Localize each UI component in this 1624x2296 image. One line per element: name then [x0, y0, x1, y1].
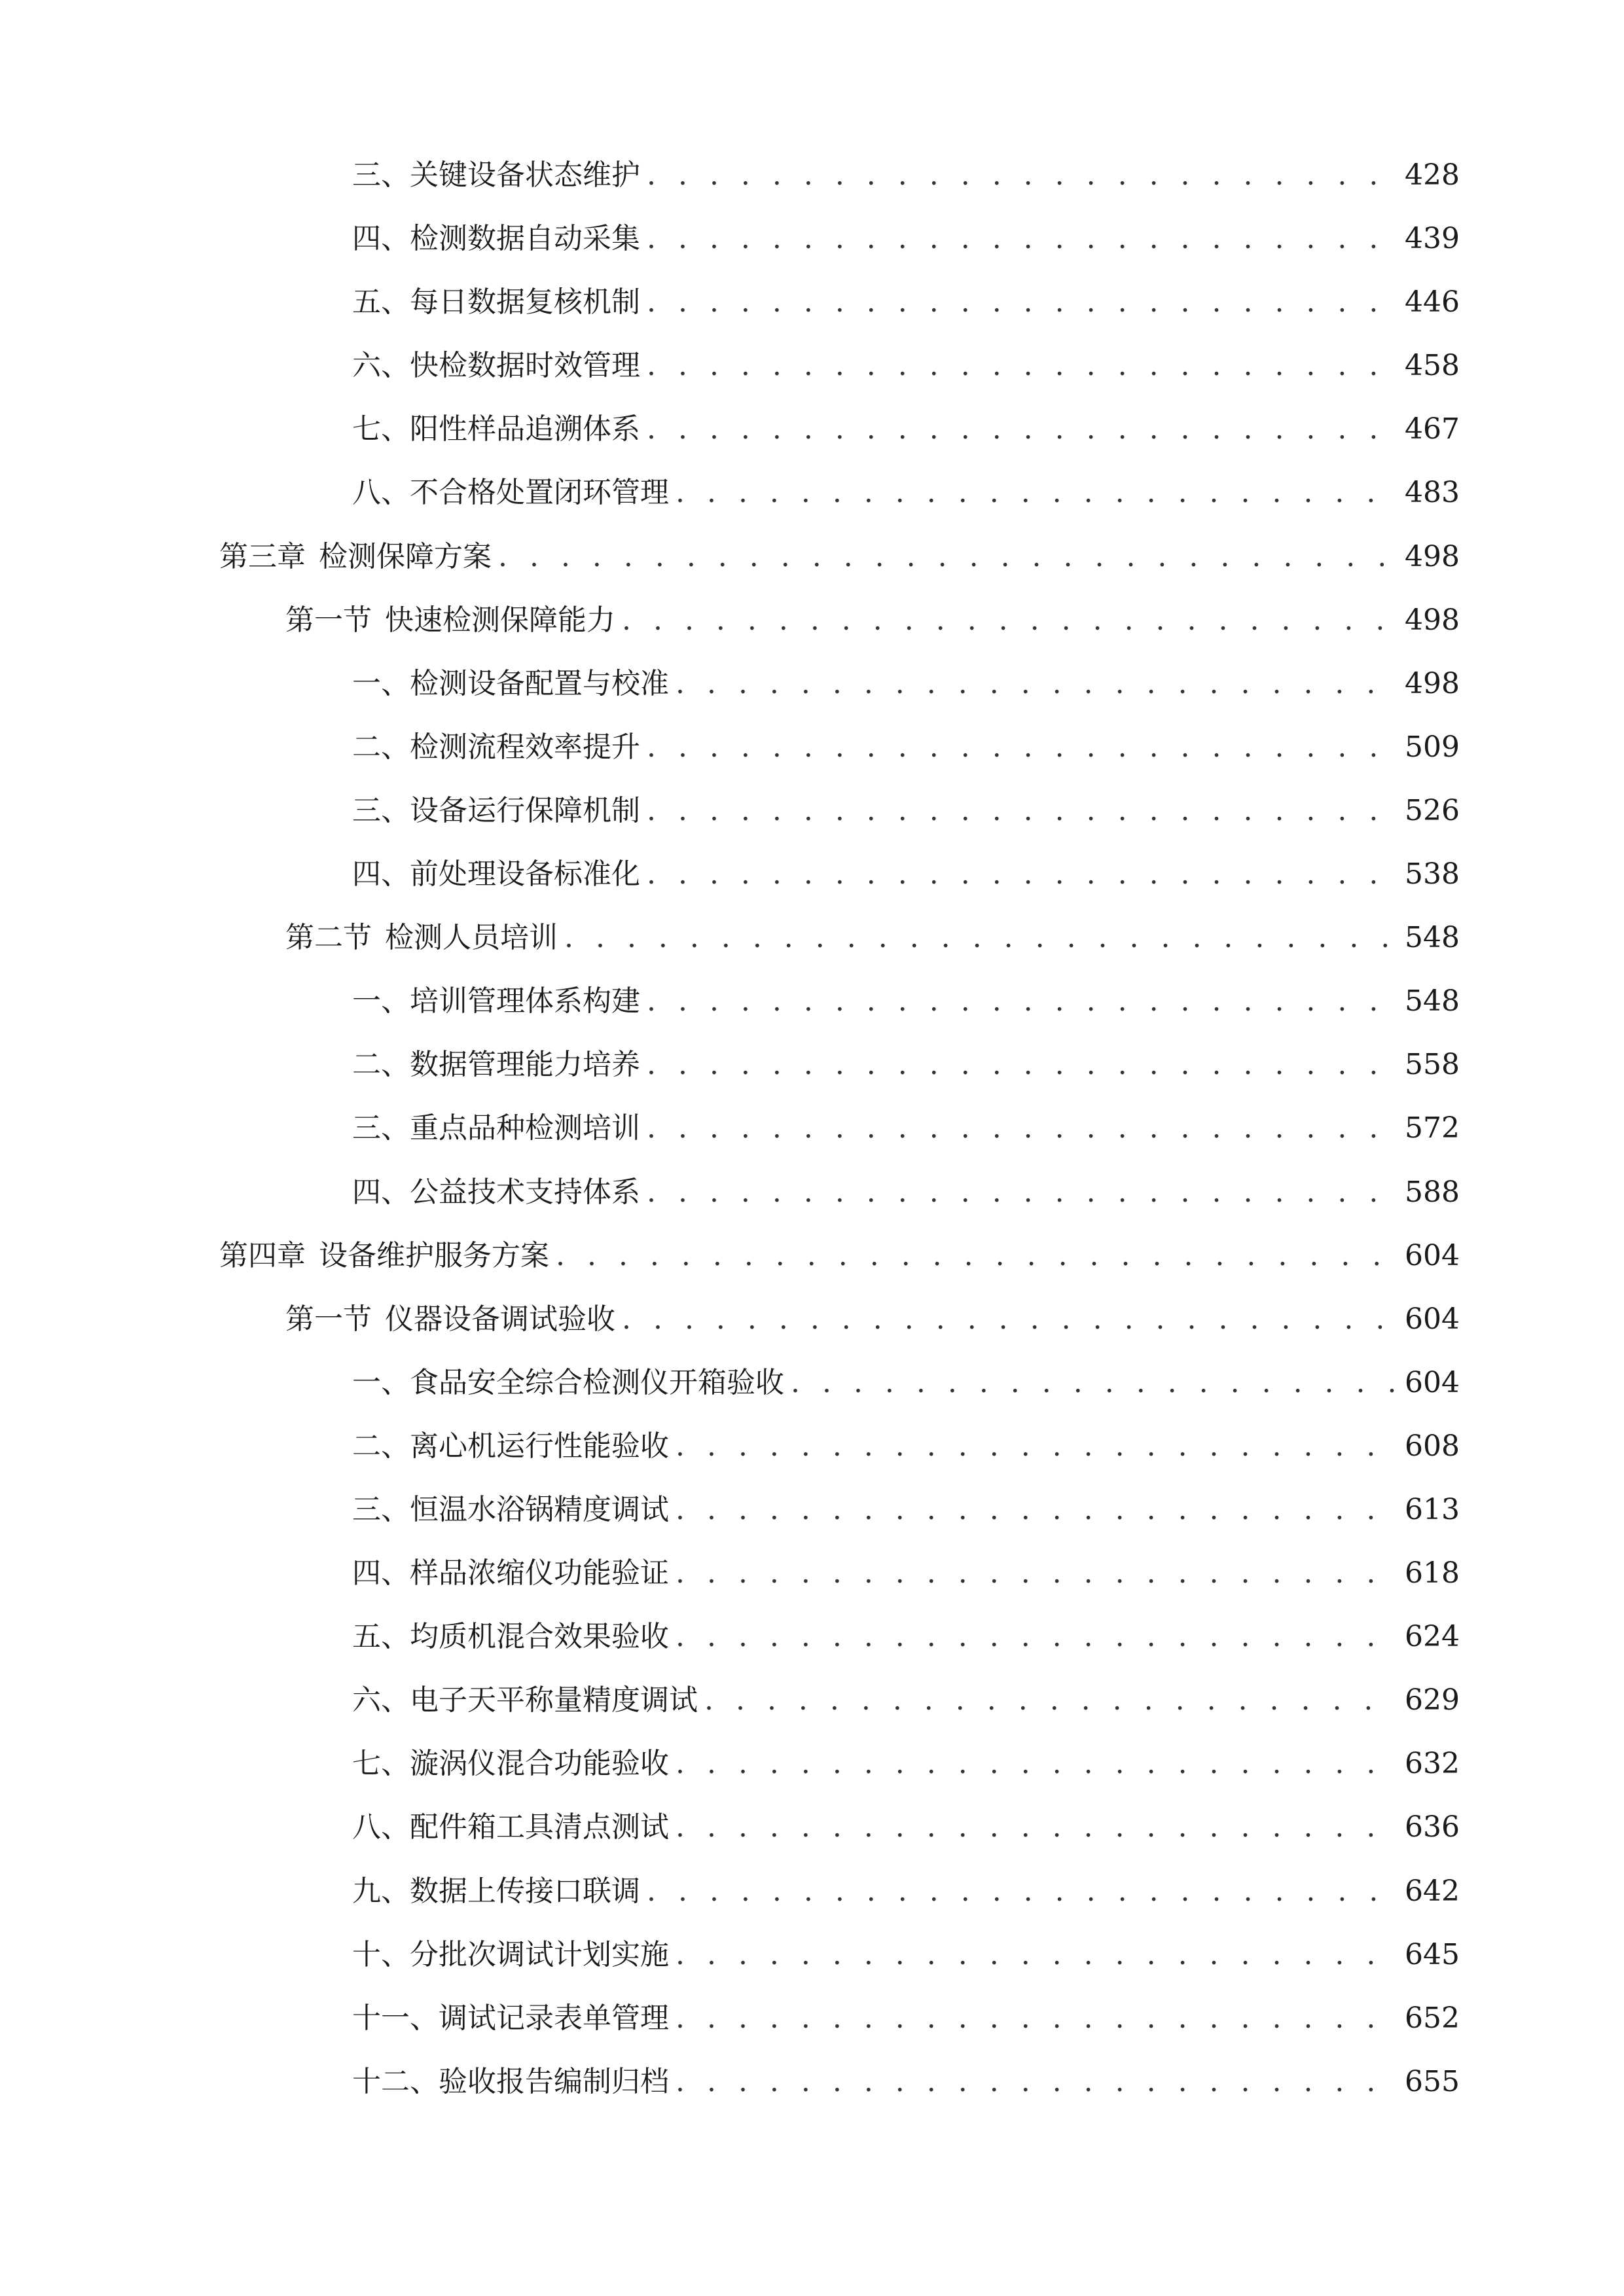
toc-entry-title: 检测数据自动采集 [410, 222, 640, 256]
toc-page-number: 548 [1405, 921, 1460, 955]
toc-dot-leader [791, 1351, 1394, 1414]
toc-entry-line [352, 779, 1460, 842]
toc-entry-chapter[interactable] [0, 525, 1624, 588]
toc-entry-title: 仪器设备调试验收 [385, 1302, 615, 1336]
toc-entry-line [352, 842, 1460, 906]
toc-entry-line [352, 1096, 1460, 1160]
toc-entry-line [352, 270, 1460, 334]
toc-entry-title: 设备维护服务方案 [319, 1238, 549, 1272]
toc-entry-number: 七、 [352, 412, 410, 446]
toc-entry-title: 阳性样品追溯体系 [410, 412, 640, 446]
toc-entry-number: 二、 [352, 1429, 410, 1463]
toc-dot-leader [647, 207, 1394, 270]
toc-dot-leader [647, 1859, 1394, 1923]
toc-dot-leader [676, 1986, 1394, 2050]
toc-entry-section[interactable] [0, 588, 1624, 652]
toc-entry-line [352, 1033, 1460, 1096]
toc-entry-title: 验收报告编制归档 [439, 2064, 669, 2098]
toc-page-number: 604 [1405, 1302, 1460, 1336]
toc-page-number: 629 [1405, 1683, 1460, 1717]
toc-entry-item[interactable] [0, 1541, 1624, 1605]
toc-entry-item[interactable] [0, 1033, 1624, 1096]
toc-entry-title: 配件箱工具清点测试 [410, 1810, 669, 1844]
toc-page-number: 498 [1405, 539, 1460, 573]
toc-entry-number: 三、 [352, 1492, 410, 1526]
toc-entry-item[interactable] [0, 1414, 1624, 1478]
toc-entry-title: 检测设备配置与校准 [410, 666, 669, 700]
toc-entry-line [285, 906, 1460, 969]
toc-dot-leader [676, 1795, 1394, 1859]
toc-entry-line [352, 1923, 1460, 1986]
toc-entry-line [352, 1795, 1460, 1859]
toc-entry-number: 五、 [352, 285, 410, 319]
toc-entry-item[interactable] [0, 652, 1624, 715]
toc-entry-line [352, 207, 1460, 270]
toc-entry-item[interactable] [0, 779, 1624, 842]
toc-entry-title: 设备运行保障机制 [410, 793, 640, 827]
toc-dot-leader [647, 143, 1394, 207]
toc-page-number: 498 [1405, 666, 1460, 700]
toc-entry-line [352, 461, 1460, 524]
toc-dot-leader [647, 779, 1394, 842]
toc-entry-title: 恒温水浴锅精度调试 [410, 1492, 669, 1526]
toc-entry-title: 样品浓缩仪功能验证 [410, 1556, 669, 1590]
toc-entry-title: 重点品种检测培训 [410, 1111, 640, 1145]
toc-page-number: 642 [1405, 1874, 1460, 1908]
toc-page-number: 636 [1405, 1810, 1460, 1844]
toc-dot-leader [647, 270, 1394, 334]
toc-page-number: 608 [1405, 1429, 1460, 1463]
toc-entry-title: 食品安全综合检测仪开箱验收 [410, 1365, 784, 1399]
toc-entry-title: 分批次调试计划实施 [410, 1937, 669, 1971]
toc-page-number: 604 [1405, 1238, 1460, 1272]
toc-entry-number: 八、 [352, 1810, 410, 1844]
toc-entry-number: 一、 [352, 666, 410, 700]
toc-entry-number: 三、 [352, 158, 410, 192]
toc-dot-leader [676, 1478, 1394, 1541]
toc-entry-title: 公益技术支持体系 [410, 1175, 640, 1209]
toc-entry-line [352, 652, 1460, 715]
toc-entry-title: 均质机混合效果验收 [410, 1620, 669, 1654]
toc-dot-leader [647, 1096, 1394, 1160]
toc-page-number: 655 [1405, 2064, 1460, 2098]
toc-entry-item[interactable] [0, 715, 1624, 779]
toc-page-number: 548 [1405, 984, 1460, 1018]
toc-page-number: 483 [1405, 476, 1460, 510]
toc-entry-chapter[interactable] [0, 1224, 1624, 1287]
toc-entry-number: 第四章 [219, 1238, 306, 1272]
toc-page-number: 572 [1405, 1111, 1460, 1145]
toc-entry-item[interactable] [0, 207, 1624, 270]
toc-entry-title: 不合格处置闭环管理 [410, 476, 669, 510]
toc-dot-leader [676, 1541, 1394, 1605]
toc-entry-title: 检测保障方案 [319, 539, 492, 573]
toc-page-number: 458 [1405, 349, 1460, 383]
toc-entry-line [219, 1224, 1460, 1287]
toc-entry-item[interactable] [0, 1668, 1624, 1732]
toc-entry-line [285, 1287, 1460, 1351]
toc-entry-item[interactable] [0, 1351, 1624, 1414]
toc-page-number: 652 [1405, 2001, 1460, 2035]
toc-dot-leader [647, 715, 1394, 779]
toc-entry-line [352, 334, 1460, 397]
toc-entry-item[interactable] [0, 842, 1624, 906]
toc-dot-leader [647, 397, 1394, 461]
toc-entry-number: 六、 [352, 1683, 410, 1717]
toc-entry-title: 快速检测保障能力 [385, 603, 615, 637]
toc-entry-line [352, 1478, 1460, 1541]
toc-entry-line [352, 1859, 1460, 1923]
toc-entry-number: 第一节 [285, 1302, 372, 1336]
toc-entry-line [352, 969, 1460, 1033]
toc-dot-leader [647, 1033, 1394, 1096]
toc-page-number: 604 [1405, 1365, 1460, 1399]
toc-dot-leader [676, 652, 1394, 715]
toc-page-number: 618 [1405, 1556, 1460, 1590]
toc-page-number: 428 [1405, 158, 1460, 192]
toc-entry-number: 七、 [352, 1747, 410, 1781]
toc-dot-leader [676, 1732, 1394, 1795]
toc-page-number: 632 [1405, 1747, 1460, 1781]
toc-entry-title: 检测流程效率提升 [410, 730, 640, 764]
toc-entry-line [352, 143, 1460, 207]
toc-entry-item[interactable] [0, 1859, 1624, 1923]
toc-entry-line [352, 1732, 1460, 1795]
toc-entry-title: 培训管理体系构建 [410, 984, 640, 1018]
toc-entry-number: 六、 [352, 349, 410, 383]
toc-page-number: 613 [1405, 1492, 1460, 1526]
toc-entry-number: 二、 [352, 1048, 410, 1082]
toc-dot-leader [676, 1923, 1394, 1986]
toc-entry-section[interactable] [0, 906, 1624, 969]
toc-entry-number: 九、 [352, 1874, 410, 1908]
toc-entry-number: 四、 [352, 1175, 410, 1209]
toc-entry-item[interactable] [0, 1795, 1624, 1859]
toc-page-number: 624 [1405, 1620, 1460, 1654]
toc-entry-item[interactable] [0, 1605, 1624, 1668]
toc-entry-item[interactable] [0, 334, 1624, 397]
toc-entry-number: 第二节 [285, 921, 372, 955]
toc-entry-title: 前处理设备标准化 [410, 857, 640, 891]
toc-entry-title: 检测人员培训 [385, 921, 558, 955]
toc-entry-title: 漩涡仪混合功能验收 [410, 1747, 669, 1781]
toc-entry-number: 三、 [352, 1111, 410, 1145]
toc-entry-number: 八、 [352, 476, 410, 510]
toc-dot-leader [647, 842, 1394, 906]
toc-entry-number: 二、 [352, 730, 410, 764]
toc-entry-title: 调试记录表单管理 [439, 2001, 669, 2035]
toc-page-number: 558 [1405, 1048, 1460, 1082]
toc-entry-number: 四、 [352, 1556, 410, 1590]
toc-entry-number: 三、 [352, 793, 410, 827]
toc-dot-leader [556, 1224, 1394, 1287]
toc-entry-item[interactable] [0, 1096, 1624, 1160]
toc-dot-leader [647, 969, 1394, 1033]
toc-page-number: 526 [1405, 793, 1460, 827]
toc-entry-number: 十二、 [352, 2064, 439, 2098]
toc-entry-number: 一、 [352, 1365, 410, 1399]
toc-page-number: 645 [1405, 1937, 1460, 1971]
toc-entry-line [285, 588, 1460, 652]
toc-entry-number: 四、 [352, 222, 410, 256]
toc-entry-line [219, 525, 1460, 588]
toc-dot-leader [676, 1414, 1394, 1478]
table-of-contents [0, 143, 1624, 2113]
toc-dot-leader [498, 525, 1394, 588]
toc-entry-title: 每日数据复核机制 [410, 285, 640, 319]
toc-entry-number: 第三章 [219, 539, 306, 573]
toc-entry-item[interactable] [0, 143, 1624, 207]
toc-page-number: 439 [1405, 222, 1460, 256]
toc-entry-line [352, 1668, 1460, 1732]
toc-entry-title: 离心机运行性能验收 [410, 1429, 669, 1463]
toc-entry-line [352, 2050, 1460, 2113]
toc-entry-line [352, 1986, 1460, 2050]
toc-entry-title: 快检数据时效管理 [410, 349, 640, 383]
toc-page-number: 588 [1405, 1175, 1460, 1209]
toc-entry-item[interactable] [0, 969, 1624, 1033]
toc-entry-item[interactable] [0, 1478, 1624, 1541]
toc-entry-item[interactable] [0, 2050, 1624, 2113]
toc-entry-number: 第一节 [285, 603, 372, 637]
toc-entry-item[interactable] [0, 397, 1624, 461]
toc-dot-leader [647, 1160, 1394, 1224]
toc-dot-leader [676, 461, 1394, 524]
toc-entry-item[interactable] [0, 1732, 1624, 1795]
toc-dot-leader [676, 1605, 1394, 1668]
toc-entry-number: 十一、 [352, 2001, 439, 2035]
toc-dot-leader [647, 334, 1394, 397]
toc-entry-number: 四、 [352, 857, 410, 891]
toc-entry-line [352, 1414, 1460, 1478]
toc-page-number: 446 [1405, 285, 1460, 319]
toc-dot-leader [676, 2050, 1394, 2113]
toc-entry-item[interactable] [0, 1160, 1624, 1224]
toc-entry-line [352, 1605, 1460, 1668]
toc-entry-line [352, 397, 1460, 461]
toc-entry-number: 五、 [352, 1620, 410, 1654]
toc-entry-item[interactable] [0, 1986, 1624, 2050]
toc-dot-leader [622, 1287, 1394, 1351]
toc-entry-title: 数据上传接口联调 [410, 1874, 640, 1908]
toc-page-number: 467 [1405, 412, 1460, 446]
toc-page-number: 538 [1405, 857, 1460, 891]
toc-entry-item[interactable] [0, 461, 1624, 524]
toc-entry-item[interactable] [0, 1923, 1624, 1986]
toc-entry-line [352, 715, 1460, 779]
toc-entry-item[interactable] [0, 270, 1624, 334]
toc-page-number: 498 [1405, 603, 1460, 637]
toc-dot-leader [564, 906, 1394, 969]
toc-dot-leader [704, 1668, 1394, 1732]
toc-dot-leader [622, 588, 1394, 652]
toc-entry-title: 电子天平称量精度调试 [410, 1683, 698, 1717]
toc-entry-number: 十、 [352, 1937, 410, 1971]
toc-entry-section[interactable] [0, 1287, 1624, 1351]
toc-entry-line [352, 1351, 1460, 1414]
toc-entry-title: 关键设备状态维护 [410, 158, 640, 192]
toc-entry-title: 数据管理能力培养 [410, 1048, 640, 1082]
toc-page-number: 509 [1405, 730, 1460, 764]
toc-entry-line [352, 1541, 1460, 1605]
toc-entry-line [352, 1160, 1460, 1224]
toc-entry-number: 一、 [352, 984, 410, 1018]
